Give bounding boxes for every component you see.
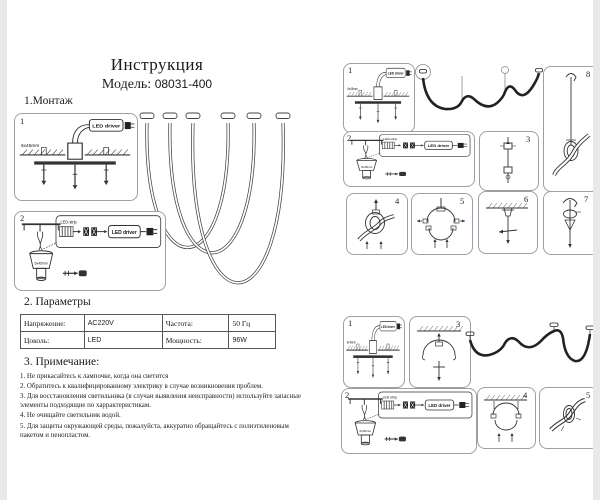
note-item: 2. Обратитесь к квалифицированному электрику в случае возникновения проблем. [20, 383, 263, 391]
page-title: Инструкция [110, 55, 204, 74]
table-row [21, 315, 276, 332]
params-table-wrap [20, 314, 276, 349]
wavy-cable-illustration [407, 56, 545, 134]
note-item: 1. Не прикасайтесь к лампочке, когда она светится [20, 373, 169, 380]
step-number: 6 [524, 194, 529, 204]
step-number: 4 [395, 196, 400, 206]
ceiling-canopies [140, 113, 290, 119]
step-number: 2 [347, 133, 352, 143]
param-value: 50 Гц [229, 315, 276, 332]
note-item: 5. Для защиты окружающей среды, пожалуйста, аккуратно обращайтесь с полиэтиленовым пакетом и пенопластом. [20, 422, 289, 439]
diagram-box-wiring-small [343, 131, 475, 187]
note-item: 4. Не очищайте светильник водой. [20, 412, 121, 420]
instruction-sheet [7, 0, 593, 500]
param-value: 96W [229, 332, 276, 349]
step-number: 8 [586, 69, 591, 79]
step-number: 3 [456, 319, 461, 329]
step-number: 2 [345, 390, 350, 400]
step-number: 5 [460, 196, 465, 206]
diagram-box-ceiling-anchor [478, 191, 538, 254]
diagram-box-pendant [543, 66, 593, 192]
table-row [21, 332, 276, 349]
param-value: AC220V [84, 315, 162, 332]
note-item: 3. Для восстановления светильника (в случаи выявления неисправности) используйте запасные элементы подходящие по харрактеристикам. [20, 393, 301, 410]
param-label: Частота: [162, 315, 229, 332]
diagram-box-mount-small [343, 63, 415, 133]
wavy-cable-illustration [462, 312, 593, 376]
section-heading-notes: 3. Примечание: [24, 356, 100, 368]
model-value: 08031-400 [154, 77, 213, 91]
param-label: Цоколь: [21, 332, 85, 349]
params-table [20, 314, 276, 349]
model-line [62, 77, 252, 93]
step-number: 4 [523, 390, 528, 400]
model-label: Модель: [101, 77, 152, 92]
notes-list [20, 372, 314, 441]
diagram-box-wiring-small [341, 388, 477, 454]
step-number: 1 [348, 318, 353, 328]
diagram-box-mount-small [343, 316, 405, 388]
step-number: 1 [348, 65, 353, 75]
diagram-box-tube-clamp [539, 387, 593, 449]
step-number: 5 [586, 390, 591, 400]
diagram-box-wiring-main [14, 211, 166, 291]
param-label: Мощность: [162, 332, 229, 349]
step-number: 3 [526, 134, 531, 144]
param-label: Напряжение: [21, 315, 85, 332]
section-heading-params: 2. Параметры [24, 296, 91, 308]
step-number: 1 [20, 116, 25, 126]
diagram-box-mount-main [14, 113, 138, 201]
step-number: 2 [20, 213, 25, 223]
param-value: LED [84, 332, 162, 349]
step-number: 7 [584, 194, 589, 204]
section-heading-montage: 1.Монтаж [24, 95, 73, 107]
